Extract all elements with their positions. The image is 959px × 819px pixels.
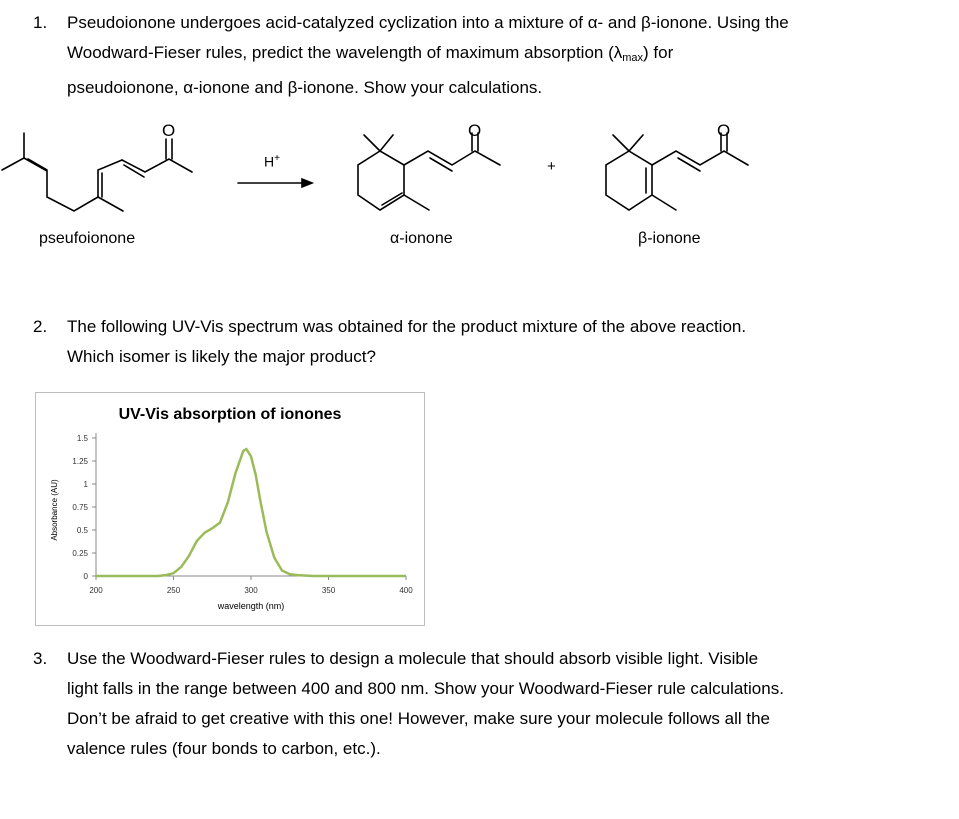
chart-series xyxy=(96,449,406,576)
x-tick-label: 200 xyxy=(89,586,103,595)
x-tick-label: 250 xyxy=(166,586,181,595)
x-tick-label: 350 xyxy=(321,586,336,595)
y-tick-label: 0 xyxy=(83,572,88,581)
alpha-ionone-structure xyxy=(358,133,500,210)
question-number: 1. xyxy=(33,13,48,32)
reaction-scheme xyxy=(0,115,959,265)
pseudoionone-label: pseufoionone xyxy=(39,230,136,247)
question-line: light falls in the range between 400 and 800 nm. Show your Woodward-Fieser rule calculations. xyxy=(67,679,784,698)
y-tick-label: 1.5 xyxy=(76,434,88,443)
x-tick-label: 400 xyxy=(399,586,413,595)
question-line-end: ) for xyxy=(643,43,674,62)
alpha-ionone-label: α-ionone xyxy=(390,230,453,247)
reagent-label xyxy=(264,153,280,170)
uv-vis-chart xyxy=(35,392,425,626)
oxygen-label: O xyxy=(162,121,176,140)
oxygen-label: O xyxy=(468,121,482,140)
question-text xyxy=(67,8,897,103)
reaction-arrow xyxy=(238,179,312,187)
question-line: Use the Woodward-Fieser rules to design a molecule that should absorb visible light. Visible xyxy=(67,649,759,668)
x-axis-label: wavelength (nm) xyxy=(217,601,285,611)
plus-sign: + xyxy=(547,158,556,175)
oxygen-label: O xyxy=(717,121,731,140)
y-axis-label: Absorbance (AU) xyxy=(50,479,59,541)
question-line xyxy=(67,38,897,73)
y-tick-label: 0.75 xyxy=(72,503,88,512)
absorbance-series-line xyxy=(96,449,406,576)
question-text xyxy=(67,312,897,372)
question-number: 2. xyxy=(33,317,48,336)
lambda-subscript: max xyxy=(622,52,644,64)
question-number: 3. xyxy=(33,649,48,668)
question-line: Which isomer is likely the major product? xyxy=(67,347,376,366)
question-line: pseudoionone, α-ionone and β-ionone. Show your calculations. xyxy=(67,78,543,97)
pseudoionone-structure xyxy=(2,133,192,211)
beta-ionone-structure xyxy=(606,133,748,210)
question-line: The following UV-Vis spectrum was obtained for the product mixture of the above reaction. xyxy=(67,317,747,336)
chart-ticks xyxy=(72,434,413,595)
chart-svg xyxy=(36,393,424,625)
reagent-text: H xyxy=(264,153,275,170)
y-tick-label: 1.25 xyxy=(72,457,88,466)
question-line: Pseudoionone undergoes acid-catalyzed cyclization into a mixture of α- and β-ionone. Using the xyxy=(67,13,789,32)
y-tick-label: 0.25 xyxy=(72,549,88,558)
question-line: valence rules (four bonds to carbon, etc.). xyxy=(67,739,381,758)
question-line: Don’t be afraid to get creative with this one! However, make sure your molecule follows all the xyxy=(67,709,771,728)
reagent-superscript: + xyxy=(274,153,280,164)
chart-title: UV-Vis absorption of ionones xyxy=(118,406,342,423)
question-text xyxy=(67,644,897,764)
beta-ionone-label: β-ionone xyxy=(638,230,701,247)
question-line-start: Woodward-Fieser rules, predict the wavelength of maximum absorption (λ xyxy=(67,43,623,62)
x-tick-label: 300 xyxy=(244,586,258,595)
y-tick-label: 0.5 xyxy=(76,526,88,535)
y-tick-label: 1 xyxy=(83,480,88,489)
